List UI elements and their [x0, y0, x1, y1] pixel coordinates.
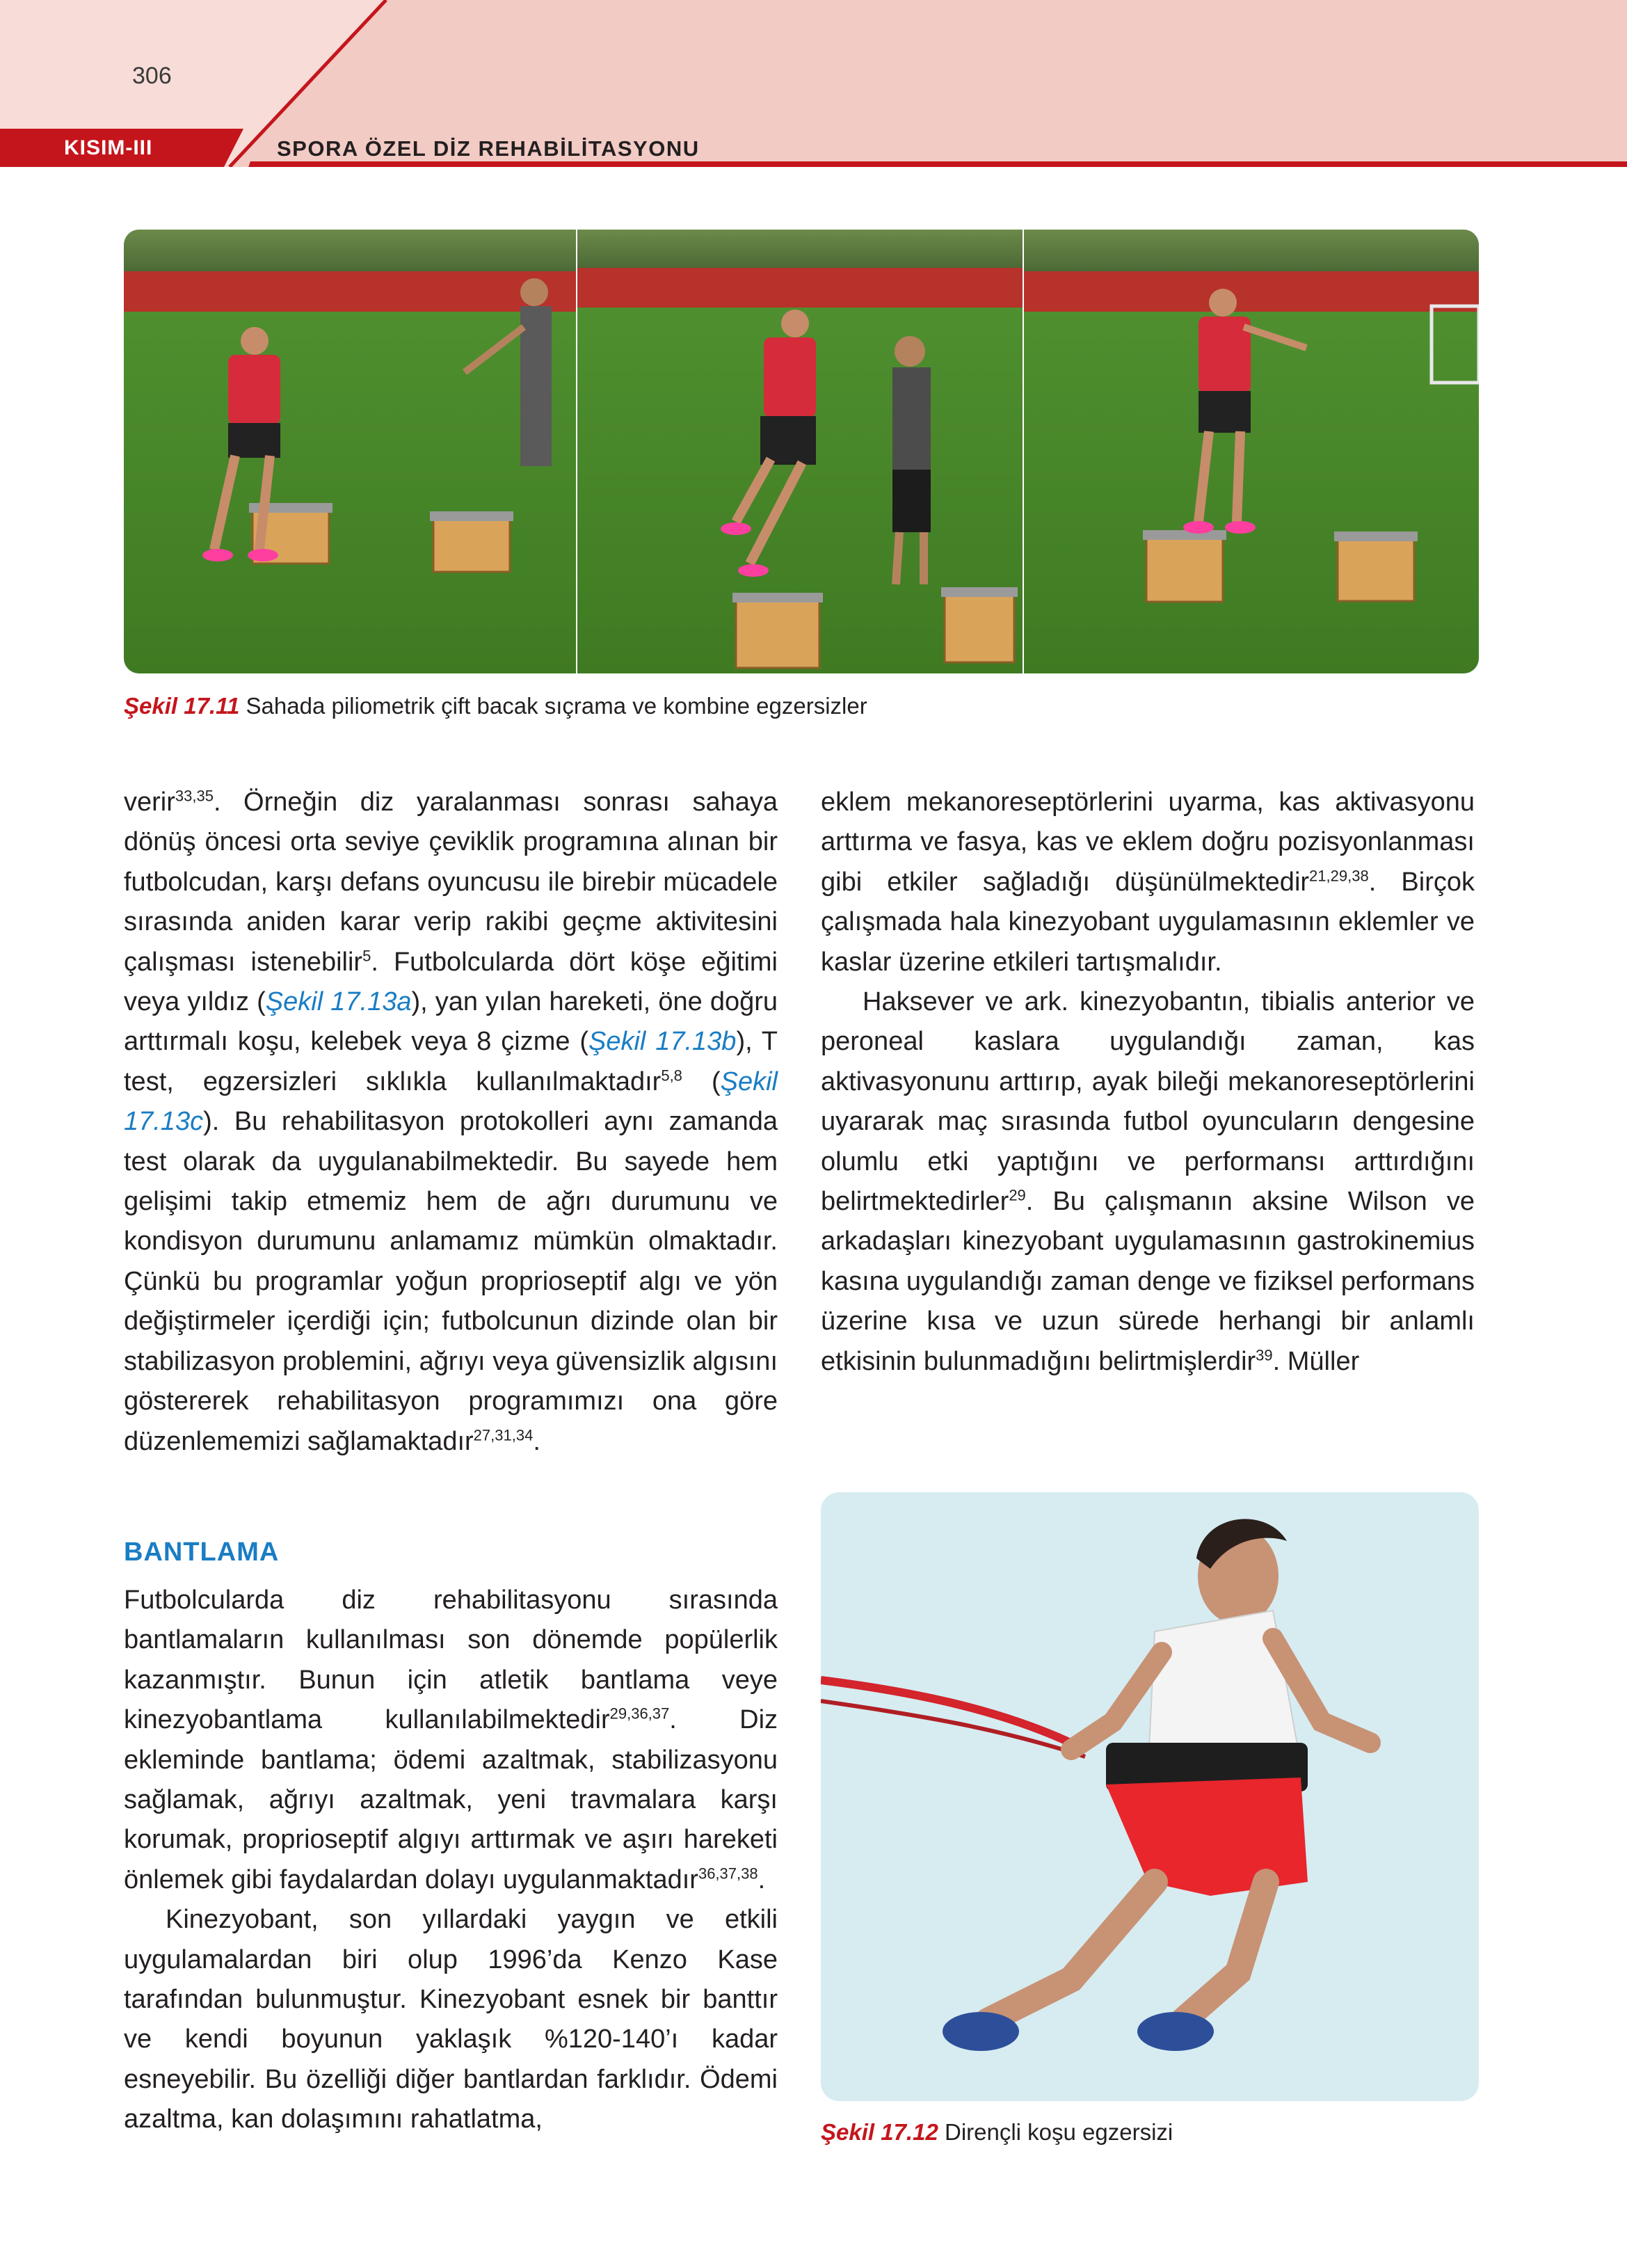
citation: 39: [1256, 1346, 1273, 1364]
figure-17-11-caption: [124, 692, 867, 720]
text-run: Futbolcularda diz rehabilitasyonu sırasında bantlamaların kullanılması son dönemde popülerlik kazanmıştır. Bunun için atletik bantlama veye kinezyobantlama kullanılabilmektedir: [124, 1586, 778, 1735]
section-heading: BANTLAMA: [124, 1538, 280, 1567]
chapter-title: SPORA ÖZEL DİZ REHABİLİTASYONU: [277, 136, 700, 161]
text-run: . Bu çalışmanın aksine Wilson ve arkadaşları kinezyobant uygulamasının gastrokinemius kasına uygulandığı zaman denge ve fiziksel performans üzerine kısa ve uzun sürede herhangi bir anlamlı etkisinin bulunmadığını belirtmişlerdir: [821, 1187, 1475, 1376]
text-run: ). Bu rehabilitasyon protokolleri aynı zamanda test olarak da uygulanabilmektedir. Bu sayede hem gelişimi takip etmemiz hem de ağrı durumunu ve kondisyon durumunu anlamamız mümkün olmaktadır. Çünkü bu programlar yoğun proprioseptif algı ve yön değiştirmeler içerdiği için; futbolcunun dizinde olan bir stabilizasyon problemini, ağrıyı veya güvensizlik algısını göstererek rehabilitasyon programımızı ona göre düzenlememizi sağlamaktadır: [124, 1107, 778, 1456]
text-run: . Diz ekleminde bantlama; ödemi azaltmak, stabilizasyonu sağlamak, ağrıyı azaltmak, yeni travmalara karşı korumak, proprioseptif algıyı arttırmak ve aşırı hareketi önlemek gibi faydalardan dolayı uygulanmaktadır: [124, 1705, 778, 1894]
text-run: .: [533, 1426, 540, 1456]
column-left-bottom: [124, 1581, 778, 2140]
text-run: .: [758, 1864, 766, 1894]
citation: 27,31,34: [473, 1426, 534, 1444]
figure-label: Şekil 17.11: [124, 693, 240, 719]
text-run: . Müller: [1272, 1346, 1360, 1376]
part-label: KISIM-III: [64, 136, 153, 159]
figure-reference-link[interactable]: Şekil 17.13c: [124, 1067, 778, 1137]
text-run: . Futbolcularda dört köşe eğitimi veya yıldız (: [124, 947, 778, 1017]
text-run: ), yan yılan hareketi, öne doğru arttırmalı koşu, kelebek veya 8 çizme (: [124, 987, 778, 1057]
text-run: ), T test, egzersizleri sıklıkla kullanılmaktadır: [124, 1027, 778, 1096]
caption-text: Sahada piliometrik çift bacak sıçrama ve kombine egzersizler: [239, 693, 867, 719]
text-run: Haksever ve ark. kinezyobantın, tibialis anterior ve peroneal kaslara uygulandığı zaman, kas aktivasyonunu arttırıp, ayak bileği mekanoreseptörlerini uyararak maç sırasında futbol oyuncuların dengesine olumlu etki yaptığını ve performansı arttırdığını belirtmektedirler: [821, 987, 1475, 1217]
figure-17-12-caption: [821, 2118, 1173, 2146]
text-run: . Birçok çalışmada hala kinezyobant uygulamasının eklemler ve kaslar üzerine etkileri tartışmalıdır.: [821, 867, 1475, 977]
caption-text: Dirençli koşu egzersizi: [938, 2119, 1173, 2145]
paragraph: [821, 982, 1475, 1382]
column-left-top: [124, 783, 778, 1462]
text-run: . Örneğin diz yaralanması sonrası sahaya dönüş öncesi orta seviye çeviklik programına alınan bir futbolcudan, karşı defans oyuncusu ile birebir mücadele sırasında aniden karar verip rakibi geçme aktivitesini çalışması istenebilir: [124, 788, 778, 977]
citation: 29,36,37: [609, 1704, 670, 1723]
figure-reference-link[interactable]: Şekil 17.13b: [588, 1027, 737, 1057]
figure-label: Şekil 17.12: [821, 2119, 938, 2145]
citation: 36,37,38: [698, 1864, 758, 1883]
citation: 5,8: [661, 1067, 682, 1085]
header-decoration: [0, 0, 1627, 167]
citation: 21,29,38: [1309, 867, 1369, 885]
paragraph: [124, 1581, 778, 1900]
plyometric-illustration: [124, 230, 1479, 673]
citation: 5: [362, 946, 371, 964]
page-number: 306: [132, 63, 172, 89]
citation: 33,35: [175, 787, 214, 805]
figure-plyometric-photo: [124, 230, 1479, 673]
paragraph: Kinezyobant, son yıllardaki yaygın ve etkili uygulamalardan biri olup 1996’da Kenzo Kase tarafından bulunmuştur. Kinezyobant esnek bir banttır ve kendi boyunun yaklaşık %120-140’ı kadar esneyebilir. Bu özelliği diğer bantlardan farklıdır. Ödemi azaltma, kan dolaşımını rahatlatma,: [124, 1905, 778, 2134]
text-run: (: [682, 1067, 721, 1096]
text-run: verir: [124, 788, 175, 817]
figure-resisted-running-photo: [821, 1492, 1479, 2101]
text-run: eklem mekanoreseptörlerini uyarma, kas aktivasyonu arttırma ve fasya, kas ve eklem doğru pozisyonlanması gibi etkiler sağladığı düşünülmektedir: [821, 788, 1475, 897]
figure-reference-link[interactable]: Şekil 17.13a: [265, 987, 412, 1017]
column-right-top: [821, 783, 1475, 1382]
resisted-running-illustration: [821, 1492, 1479, 2101]
citation: 29: [1009, 1186, 1026, 1204]
paragraph: [821, 783, 1475, 982]
paragraph: [124, 783, 778, 1462]
